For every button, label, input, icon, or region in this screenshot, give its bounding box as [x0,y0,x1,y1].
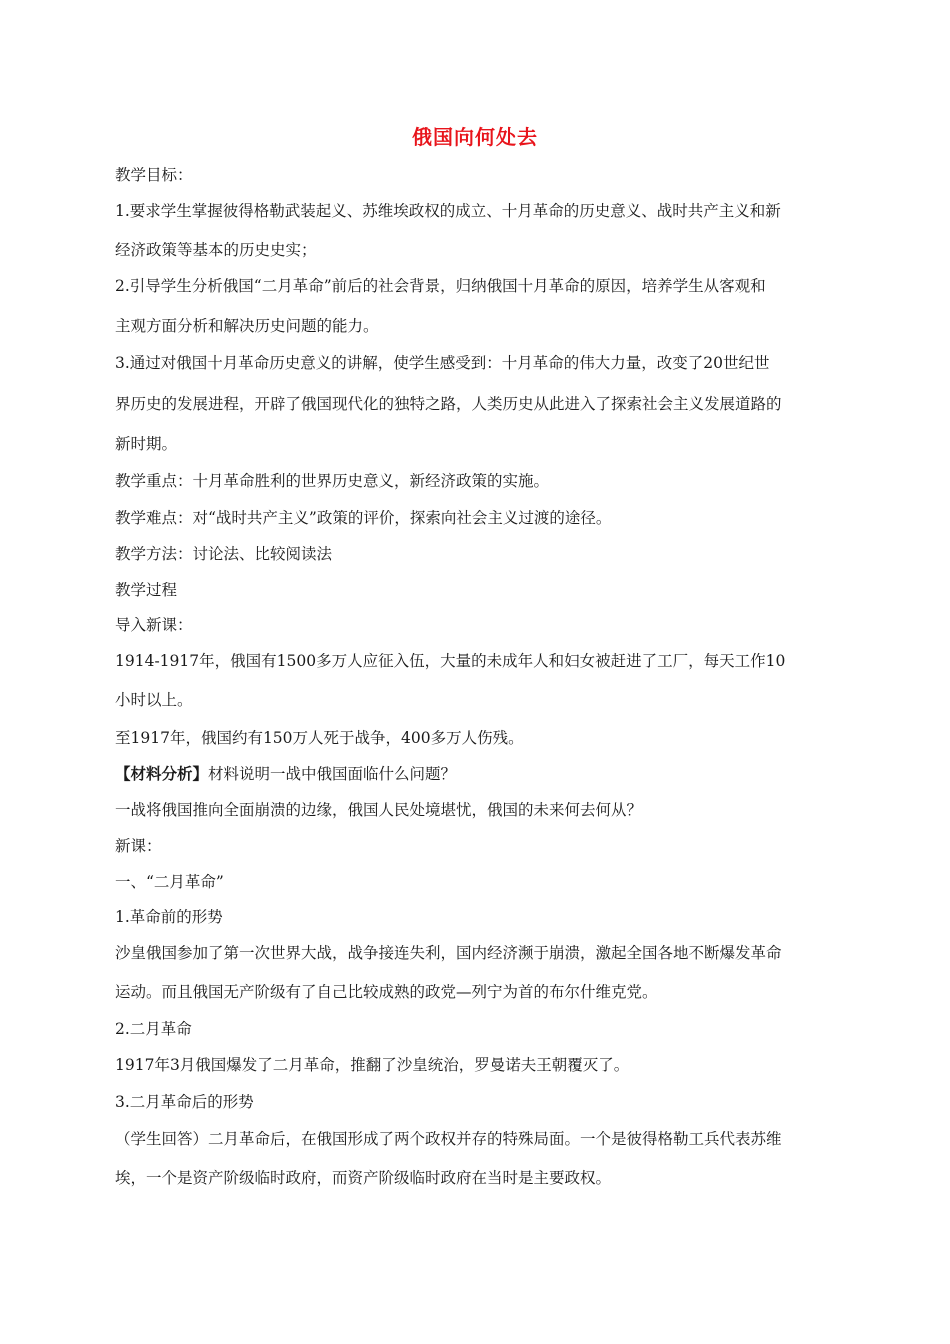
text-line: 一战将俄国推向全面崩溃的边缘，俄国人民处境堪忧，俄国的未来何去何从？ [115,801,643,819]
text-line: 教学过程 [115,581,178,599]
text-line: 教学方法：讨论法、比较阅读法 [115,545,333,563]
text-line: 新时期。 [115,435,178,453]
text-line: 主观方面分析和解决历史问题的能力。 [115,317,379,335]
text-line: 埃，一个是资产阶级临时政府，而资产阶级临时政府在当时是主要政权。 [115,1169,612,1187]
text-line [115,764,456,784]
text-line: 2.二月革命 [115,1020,192,1038]
text-line: 新课： [115,837,162,855]
text-line: 一、“二月革命” [115,873,224,891]
text-line: 经济政策等基本的历史史实； [115,241,317,259]
text-line: （学生回答）二月革命后，在俄国形成了两个政权并存的特殊局面。一个是彼得格勒工兵代表苏维 [115,1130,782,1148]
text-line: 导入新课： [115,616,193,634]
material-analysis-tag: 【材料分析】 [115,764,209,783]
text-line: 运动。而且俄国无产阶级有了自己比较成熟的政党—列宁为首的布尔什维克党。 [115,983,658,1001]
text-line: 1.革命前的形势 [115,908,223,926]
text-line: 教学难点：对“战时共产主义”政策的评价，探索向社会主义过渡的途径。 [115,509,612,527]
text-line: 小时以上。 [115,691,193,709]
text-line: 3.二月革命后的形势 [115,1093,254,1111]
text-line: 界历史的发展进程，开辟了俄国现代化的独特之路，人类历史从此进入了探索社会主义发展道路的 [115,395,782,413]
material-analysis-text: 材料说明一战中俄国面临什么问题？ [208,765,457,783]
text-line: 至1917年，俄国约有150万人死于战争，400多万人伤残。 [115,729,524,747]
text-line: 1914-1917年，俄国有1500多万人应征入伍，大量的未成年人和妇女被赶进了工厂，每天工作10 [115,652,786,670]
text-line: 3.通过对俄国十月革命历史意义的讲解，使学生感受到：十月革命的伟大力量，改变了20世纪世 [115,354,770,372]
text-line: 1917年3月俄国爆发了二月革命，推翻了沙皇统治，罗曼诺夫王朝覆灭了。 [115,1056,630,1074]
document-title: 俄国向何处去 [412,125,538,149]
text-line: 1.要求学生掌握彼得格勒武装起义、苏维埃政权的成立、十月革命的历史意义、战时共产主义和新 [115,202,781,220]
text-line: 2.引导学生分析俄国“二月革命”前后的社会背景，归纳俄国十月革命的原因，培养学生从客观和 [115,277,766,295]
text-line: 教学目标： [115,166,193,184]
text-line: 沙皇俄国参加了第一次世界大战，战争接连失利，国内经济濒于崩溃，激起全国各地不断爆发革命 [115,944,782,962]
text-line: 教学重点：十月革命胜利的世界历史意义，新经济政策的实施。 [115,472,550,490]
